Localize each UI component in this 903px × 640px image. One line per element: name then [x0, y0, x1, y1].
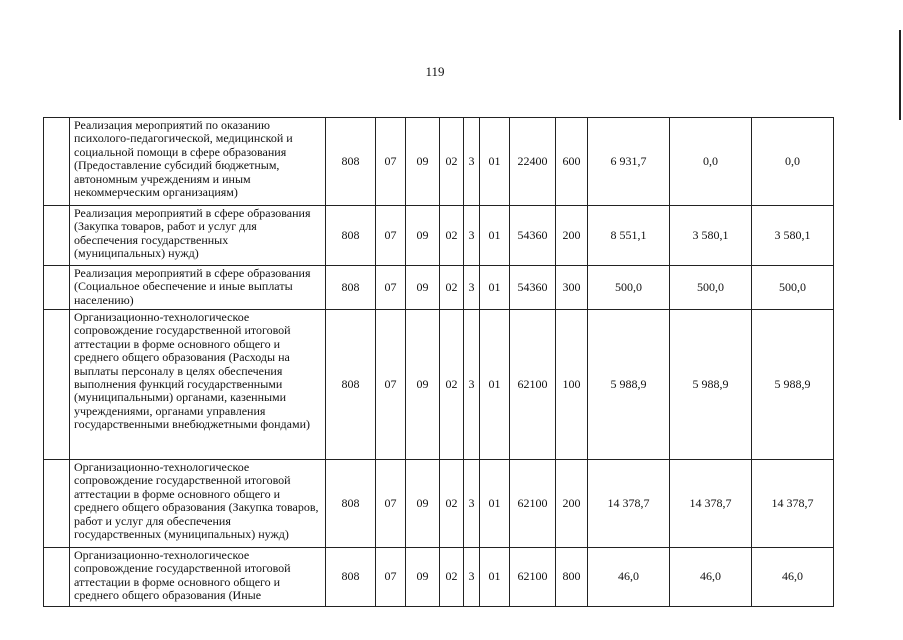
amount-year-3: 0,0 — [752, 118, 834, 206]
program-code: 02 — [440, 460, 464, 548]
ministry-code: 808 — [326, 206, 376, 266]
row-number-cell — [44, 310, 70, 460]
subsection-code: 09 — [406, 206, 440, 266]
amount-year-1: 46,0 — [588, 548, 670, 607]
section-code: 07 — [376, 206, 406, 266]
subprogram-code: 3 — [464, 266, 480, 310]
subsection-code: 09 — [406, 266, 440, 310]
direction-code: 54360 — [510, 206, 556, 266]
program-code: 02 — [440, 206, 464, 266]
expense-description: Организационно-технологическое сопровождение государственной итоговой аттестации в форме основного общего и среднего общего образования (Иные — [70, 548, 326, 607]
subprogram-code: 3 — [464, 118, 480, 206]
section-code: 07 — [376, 266, 406, 310]
section-code: 07 — [376, 310, 406, 460]
row-number-cell — [44, 118, 70, 206]
amount-year-3: 5 988,9 — [752, 310, 834, 460]
ministry-code: 808 — [326, 460, 376, 548]
program-code: 02 — [440, 118, 464, 206]
amount-year-2: 5 988,9 — [670, 310, 752, 460]
expense-type-code: 100 — [556, 310, 588, 460]
expense-description: Реализация мероприятий в сфере образования (Социальное обеспечение и иные выплаты населению) — [70, 266, 326, 310]
program-code: 02 — [440, 548, 464, 607]
row-number-cell — [44, 266, 70, 310]
expense-type-code: 300 — [556, 266, 588, 310]
expense-type-code: 200 — [556, 206, 588, 266]
amount-year-1: 5 988,9 — [588, 310, 670, 460]
event-code: 01 — [480, 266, 510, 310]
ministry-code: 808 — [326, 118, 376, 206]
row-number-cell — [44, 460, 70, 548]
amount-year-2: 14 378,7 — [670, 460, 752, 548]
section-code: 07 — [376, 118, 406, 206]
subprogram-code: 3 — [464, 548, 480, 607]
subsection-code: 09 — [406, 118, 440, 206]
amount-year-3: 14 378,7 — [752, 460, 834, 548]
program-code: 02 — [440, 310, 464, 460]
amount-year-1: 6 931,7 — [588, 118, 670, 206]
ministry-code: 808 — [326, 548, 376, 607]
amount-year-1: 500,0 — [588, 266, 670, 310]
subprogram-code: 3 — [464, 310, 480, 460]
subprogram-code: 3 — [464, 206, 480, 266]
amount-year-2: 46,0 — [670, 548, 752, 607]
amount-year-2: 0,0 — [670, 118, 752, 206]
direction-code: 62100 — [510, 548, 556, 607]
event-code: 01 — [480, 310, 510, 460]
expense-type-code: 800 — [556, 548, 588, 607]
subsection-code: 09 — [406, 310, 440, 460]
subprogram-code: 3 — [464, 460, 480, 548]
direction-code: 22400 — [510, 118, 556, 206]
budget-table-body — [44, 118, 834, 607]
amount-year-2: 3 580,1 — [670, 206, 752, 266]
event-code: 01 — [480, 460, 510, 548]
direction-code: 62100 — [510, 460, 556, 548]
expense-description: Реализация мероприятий по оказанию психолого-педагогической, медицинской и социальной помощи в сфере образования (Предоставление субсидий бюджетным, автономным учреждениям и иным некоммерческим организациям) — [70, 118, 326, 206]
subsection-code: 09 — [406, 460, 440, 548]
scan-edge-mark — [899, 30, 901, 120]
row-number-cell — [44, 548, 70, 607]
expense-description: Организационно-технологическое сопровождение государственной итоговой аттестации в форме основного общего и среднего общего образования (Расходы на выплаты персоналу в целях обеспечения выполнения функций государственными (муниципальными) органами, казенными учреждениями, органами управления государственными внебюджетными фондами) — [70, 310, 326, 460]
amount-year-2: 500,0 — [670, 266, 752, 310]
amount-year-3: 3 580,1 — [752, 206, 834, 266]
budget-table — [43, 117, 834, 607]
section-code: 07 — [376, 548, 406, 607]
amount-year-1: 14 378,7 — [588, 460, 670, 548]
event-code: 01 — [480, 118, 510, 206]
expense-description: Организационно-технологическое сопровождение государственной итоговой аттестации в форме основного общего и среднего общего образования (Закупка товаров, работ и услуг для обеспечения государственных (муниципальных) нужд) — [70, 460, 326, 548]
amount-year-3: 46,0 — [752, 548, 834, 607]
expense-type-code: 200 — [556, 460, 588, 548]
expense-type-code: 600 — [556, 118, 588, 206]
amount-year-1: 8 551,1 — [588, 206, 670, 266]
ministry-code: 808 — [326, 266, 376, 310]
table-row — [44, 266, 834, 310]
program-code: 02 — [440, 266, 464, 310]
ministry-code: 808 — [326, 310, 376, 460]
event-code: 01 — [480, 548, 510, 607]
direction-code: 54360 — [510, 266, 556, 310]
table-row — [44, 310, 834, 460]
page-number: 119 — [425, 64, 445, 79]
event-code: 01 — [480, 206, 510, 266]
table-row — [44, 118, 834, 206]
row-number-cell — [44, 206, 70, 266]
direction-code: 62100 — [510, 310, 556, 460]
amount-year-3: 500,0 — [752, 266, 834, 310]
table-row — [44, 548, 834, 607]
section-code: 07 — [376, 460, 406, 548]
expense-description: Реализация мероприятий в сфере образования (Закупка товаров, работ и услуг для обеспечения государственных (муниципальных) нужд) — [70, 206, 326, 266]
subsection-code: 09 — [406, 548, 440, 607]
table-row — [44, 206, 834, 266]
table-row — [44, 460, 834, 548]
